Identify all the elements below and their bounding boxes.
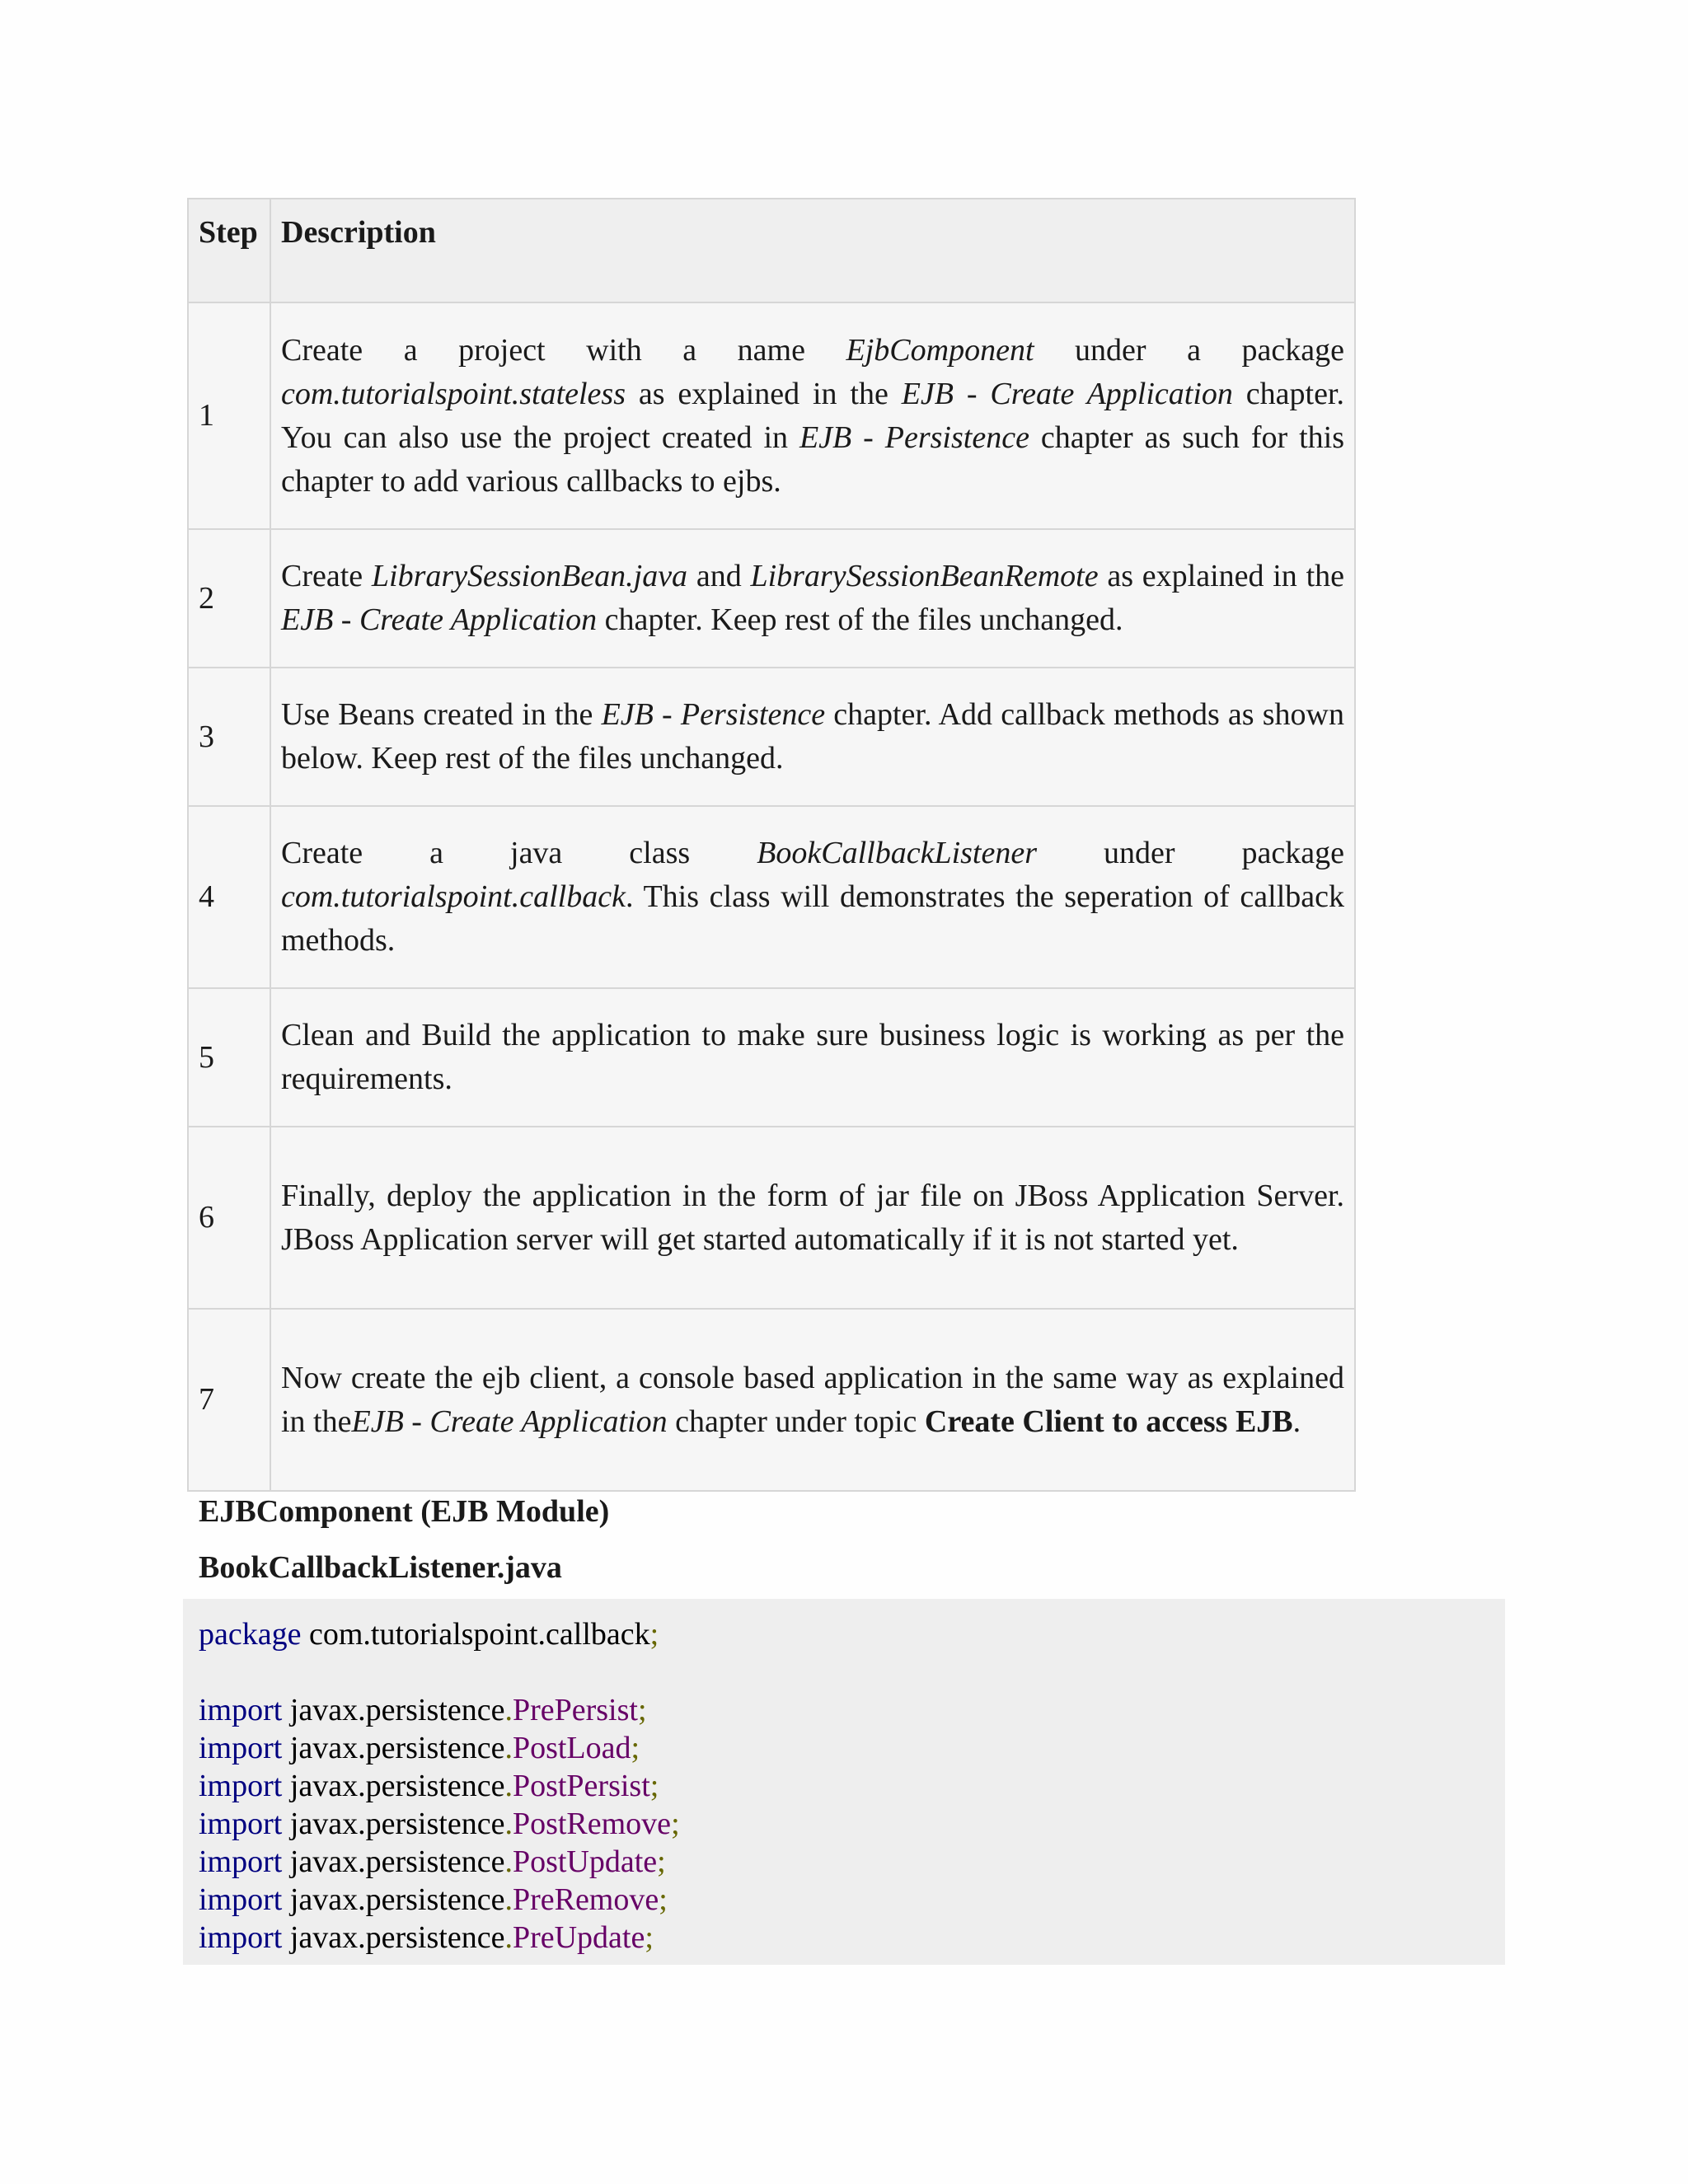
semicolon: ; bbox=[637, 1693, 647, 1727]
import-line bbox=[199, 1843, 1489, 1881]
italic-text: EjbComponent bbox=[846, 332, 1034, 368]
description-text: as explained in the bbox=[626, 376, 902, 411]
header-description: Description bbox=[270, 199, 1355, 302]
table-row bbox=[188, 806, 1355, 988]
step-number: 1 bbox=[188, 302, 270, 529]
dot: . bbox=[504, 1920, 513, 1955]
dot: . bbox=[504, 1882, 513, 1917]
semicolon: ; bbox=[657, 1844, 666, 1879]
package-keyword: package bbox=[199, 1617, 302, 1652]
code-block bbox=[183, 1599, 1505, 1965]
step-number: 7 bbox=[188, 1309, 270, 1491]
step-description bbox=[270, 1127, 1355, 1309]
import-package: javax.persistence bbox=[282, 1769, 505, 1803]
header-step: Step bbox=[188, 199, 270, 302]
dot: . bbox=[504, 1731, 513, 1765]
italic-text: EJB - Persistence bbox=[799, 419, 1029, 455]
table-header-row bbox=[188, 199, 1355, 302]
import-keyword: import bbox=[199, 1807, 283, 1841]
import-package: javax.persistence bbox=[282, 1920, 505, 1955]
italic-text: com.tutorialspoint.stateless bbox=[281, 376, 626, 411]
description-text: . bbox=[1292, 1404, 1301, 1439]
step-number: 3 bbox=[188, 668, 270, 806]
description-text: chapter under topic bbox=[667, 1404, 925, 1439]
table-row bbox=[188, 529, 1355, 668]
description-text: Create a project with a name bbox=[281, 332, 846, 368]
italic-text: EJB - Create Application bbox=[901, 376, 1233, 411]
step-description bbox=[270, 529, 1355, 668]
table-row bbox=[188, 1309, 1355, 1491]
italic-text: EJB - Create Application bbox=[281, 602, 598, 637]
import-class: PreRemove bbox=[512, 1882, 659, 1917]
file-heading: BookCallbackListener.java bbox=[199, 1550, 562, 1585]
import-package: javax.persistence bbox=[282, 1731, 505, 1765]
italic-text: EJB - Persistence bbox=[601, 697, 826, 732]
module-heading: EJBComponent (EJB Module) bbox=[199, 1494, 610, 1529]
description-text: Clean and Build the application to make sure business logic is working as per the requirements. bbox=[281, 1018, 1344, 1096]
semicolon: ; bbox=[659, 1882, 668, 1917]
package-name: com.tutorialspoint.callback bbox=[301, 1617, 650, 1652]
description-text: Use Beans created in the bbox=[281, 697, 602, 732]
import-keyword: import bbox=[199, 1769, 283, 1803]
step-number: 5 bbox=[188, 988, 270, 1127]
dot: . bbox=[504, 1844, 513, 1879]
import-class: PostRemove bbox=[512, 1807, 672, 1841]
import-line bbox=[199, 1805, 1489, 1843]
italic-text: LibrarySessionBeanRemote bbox=[750, 559, 1099, 593]
import-class: PostPersist bbox=[512, 1769, 650, 1803]
semicolon: ; bbox=[649, 1769, 659, 1803]
italic-text: LibrarySessionBean.java bbox=[371, 559, 688, 593]
package-line bbox=[199, 1615, 1489, 1653]
description-text: as explained in the bbox=[1098, 559, 1344, 593]
dot: . bbox=[504, 1769, 513, 1803]
import-line bbox=[199, 1767, 1489, 1805]
table-row bbox=[188, 1127, 1355, 1309]
semicolon: ; bbox=[671, 1807, 680, 1841]
step-number: 4 bbox=[188, 806, 270, 988]
step-description bbox=[270, 302, 1355, 529]
bold-text: Create Client to access EJB bbox=[924, 1404, 1293, 1439]
step-description bbox=[270, 1309, 1355, 1491]
dot: . bbox=[504, 1807, 513, 1841]
step-number: 2 bbox=[188, 529, 270, 668]
description-text: chapter. Add callback methods as shown below. Keep rest of the files unchanged. bbox=[281, 697, 1344, 776]
description-text: Finally, deploy the application in the form of jar file on JBoss Application Server. JBoss Application server will get started automatically if it is not started yet. bbox=[281, 1178, 1344, 1257]
blank-line bbox=[199, 1653, 1489, 1691]
description-text: chapter. Keep rest of the files unchanged. bbox=[597, 602, 1123, 637]
italic-text: com.tutorialspoint.callback bbox=[281, 879, 626, 914]
import-class: PostLoad bbox=[512, 1731, 631, 1765]
import-package: javax.persistence bbox=[282, 1693, 505, 1727]
semicolon: ; bbox=[649, 1617, 659, 1652]
description-text: chapter. You can also use the project created in bbox=[281, 376, 1344, 455]
step-description bbox=[270, 668, 1355, 806]
table-row bbox=[188, 988, 1355, 1127]
import-keyword: import bbox=[199, 1844, 283, 1879]
import-class: PostUpdate bbox=[512, 1844, 658, 1879]
import-class: PrePersist bbox=[512, 1693, 638, 1727]
description-text: under package bbox=[1037, 836, 1344, 870]
semicolon: ; bbox=[645, 1920, 654, 1955]
steps-table bbox=[187, 198, 1356, 1492]
description-text: Now create the ejb client, a console based application in the same way as explained in the bbox=[281, 1360, 1344, 1439]
description-text: under a package bbox=[1034, 332, 1344, 368]
import-line bbox=[199, 1881, 1489, 1919]
import-package: javax.persistence bbox=[282, 1807, 505, 1841]
import-line bbox=[199, 1919, 1489, 1957]
import-list bbox=[199, 1691, 1489, 1957]
italic-text: BookCallbackListener bbox=[757, 836, 1038, 870]
description-text: and bbox=[687, 559, 751, 593]
dot: . bbox=[504, 1693, 513, 1727]
import-keyword: import bbox=[199, 1693, 283, 1727]
italic-text: EJB - Create Application bbox=[351, 1404, 668, 1439]
import-package: javax.persistence bbox=[282, 1844, 505, 1879]
import-package: javax.persistence bbox=[282, 1882, 505, 1917]
import-line bbox=[199, 1691, 1489, 1729]
step-description bbox=[270, 988, 1355, 1127]
description-text: Create bbox=[281, 559, 372, 593]
description-text: . This class will demonstrates the seperation of callback methods. bbox=[281, 879, 1344, 958]
step-description bbox=[270, 806, 1355, 988]
table-row bbox=[188, 302, 1355, 529]
import-keyword: import bbox=[199, 1920, 283, 1955]
table-row bbox=[188, 668, 1355, 806]
import-class: PreUpdate bbox=[512, 1920, 645, 1955]
description-text: Create a java class bbox=[281, 836, 757, 870]
import-keyword: import bbox=[199, 1731, 283, 1765]
import-line bbox=[199, 1729, 1489, 1767]
import-keyword: import bbox=[199, 1882, 283, 1917]
step-number: 6 bbox=[188, 1127, 270, 1309]
description-text: chapter as such for this chapter to add various callbacks to ejbs. bbox=[281, 419, 1344, 499]
semicolon: ; bbox=[631, 1731, 640, 1765]
